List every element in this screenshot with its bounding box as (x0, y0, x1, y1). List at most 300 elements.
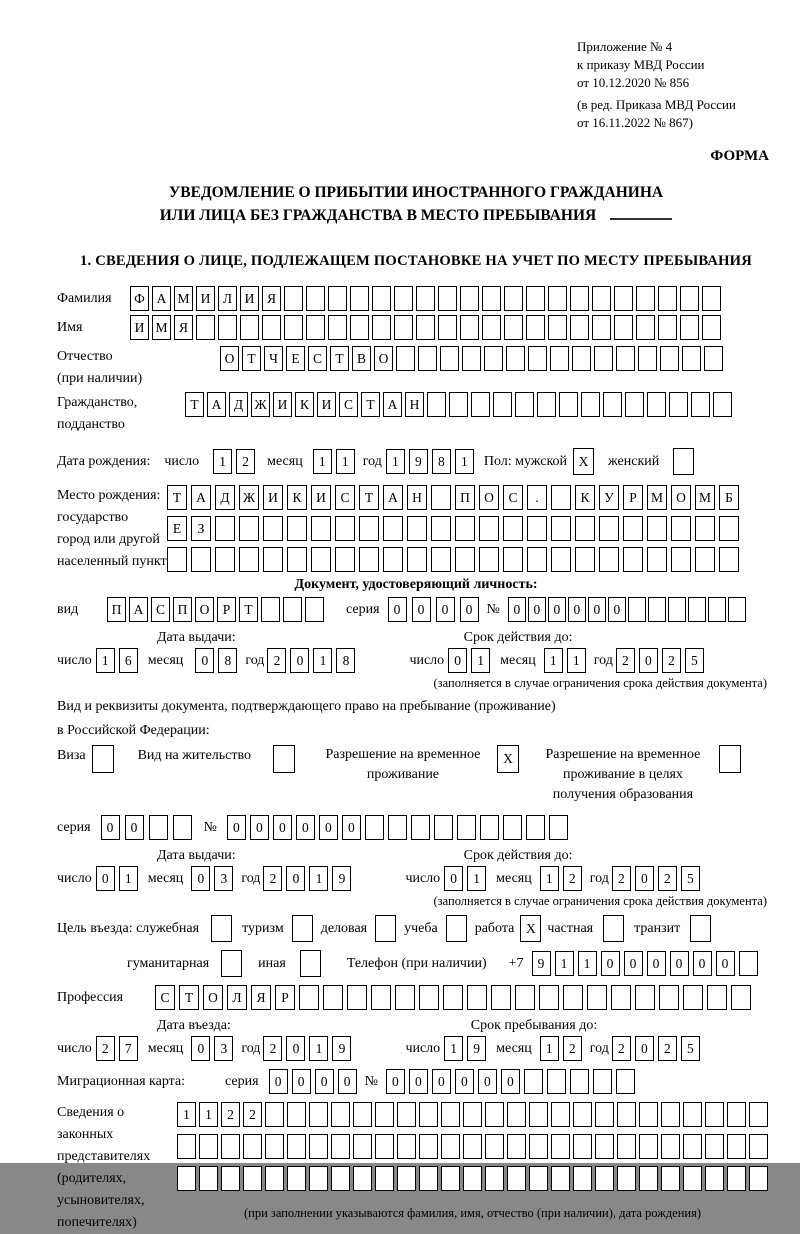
char-box[interactable]: П (107, 597, 126, 622)
char-box[interactable]: 1 (555, 951, 574, 976)
char-box[interactable] (418, 346, 437, 371)
char-box[interactable]: 0 (388, 597, 407, 622)
char-box[interactable]: 0 (448, 648, 467, 673)
char-box[interactable] (299, 985, 319, 1010)
char-box[interactable]: А (207, 392, 226, 417)
char-box[interactable] (707, 985, 727, 1010)
char-box[interactable]: И (317, 392, 336, 417)
char-box[interactable] (167, 547, 187, 572)
char-box[interactable]: 0 (455, 1069, 474, 1094)
char-box[interactable] (749, 1102, 768, 1127)
char-box[interactable] (434, 815, 453, 840)
char-box[interactable] (353, 1102, 372, 1127)
char-box[interactable] (660, 346, 679, 371)
char-box[interactable] (311, 547, 331, 572)
char-box[interactable]: X (497, 745, 519, 773)
birth-month-field[interactable] (313, 449, 355, 474)
char-box[interactable] (263, 516, 283, 541)
id-number-field[interactable] (508, 597, 746, 622)
char-box[interactable] (441, 1166, 460, 1191)
char-box[interactable] (549, 815, 568, 840)
char-box[interactable] (551, 1134, 570, 1159)
char-box[interactable] (683, 985, 703, 1010)
char-box[interactable] (595, 1134, 614, 1159)
char-box[interactable]: Я (174, 315, 193, 340)
char-box[interactable]: X (573, 448, 594, 475)
id-type-field[interactable] (107, 597, 324, 622)
char-box[interactable] (365, 815, 384, 840)
char-box[interactable] (603, 915, 624, 942)
char-box[interactable] (331, 1166, 350, 1191)
char-box[interactable] (731, 985, 751, 1010)
char-box[interactable] (575, 547, 595, 572)
char-box[interactable] (221, 950, 242, 977)
char-box[interactable] (335, 516, 355, 541)
char-box[interactable] (457, 815, 476, 840)
char-box[interactable] (463, 1102, 482, 1127)
char-box[interactable]: 2 (563, 866, 582, 891)
char-box[interactable]: 1 (177, 1102, 196, 1127)
char-box[interactable]: 2 (612, 1036, 631, 1061)
char-box[interactable]: Ж (251, 392, 270, 417)
char-box[interactable] (547, 1069, 566, 1094)
char-box[interactable] (359, 516, 379, 541)
char-box[interactable] (215, 516, 235, 541)
char-box[interactable]: С (339, 392, 358, 417)
char-box[interactable] (592, 286, 611, 311)
char-box[interactable]: . (527, 485, 547, 510)
char-box[interactable]: Т (242, 346, 261, 371)
char-box[interactable]: 1 (119, 866, 138, 891)
char-box[interactable] (431, 485, 451, 510)
char-box[interactable] (529, 1102, 548, 1127)
char-box[interactable] (455, 516, 475, 541)
char-box[interactable] (639, 1102, 658, 1127)
char-box[interactable] (446, 915, 467, 942)
char-box[interactable]: 5 (685, 648, 704, 673)
char-box[interactable]: Т (361, 392, 380, 417)
char-box[interactable] (704, 346, 723, 371)
char-box[interactable]: О (203, 985, 223, 1010)
purpose-official-checkbox[interactable] (211, 915, 232, 942)
char-box[interactable] (636, 286, 655, 311)
char-box[interactable] (611, 985, 631, 1010)
purpose-transit-checkbox[interactable] (690, 915, 711, 942)
char-box[interactable] (550, 346, 569, 371)
char-box[interactable]: 0 (460, 597, 479, 622)
char-box[interactable] (668, 597, 686, 622)
char-box[interactable]: Н (407, 485, 427, 510)
char-box[interactable]: О (479, 485, 499, 510)
purpose-study-checkbox[interactable] (446, 915, 467, 942)
char-box[interactable] (305, 597, 324, 622)
char-box[interactable]: 0 (412, 597, 431, 622)
char-box[interactable] (595, 1102, 614, 1127)
char-box[interactable]: Ч (264, 346, 283, 371)
char-box[interactable] (350, 286, 369, 311)
char-box[interactable] (243, 1134, 262, 1159)
char-box[interactable] (708, 597, 726, 622)
char-box[interactable]: Ж (239, 485, 259, 510)
char-box[interactable] (719, 547, 739, 572)
char-box[interactable]: 1 (386, 449, 405, 474)
char-box[interactable] (263, 547, 283, 572)
char-box[interactable] (383, 516, 403, 541)
char-box[interactable]: М (152, 315, 171, 340)
char-box[interactable] (419, 1102, 438, 1127)
char-box[interactable] (493, 392, 512, 417)
char-box[interactable]: Т (330, 346, 349, 371)
char-box[interactable] (347, 985, 367, 1010)
char-box[interactable]: 8 (218, 648, 237, 673)
char-box[interactable] (199, 1134, 218, 1159)
char-box[interactable]: Н (405, 392, 424, 417)
id-issue-year-field[interactable] (267, 648, 355, 673)
char-box[interactable]: 0 (409, 1069, 428, 1094)
char-box[interactable]: 0 (191, 866, 210, 891)
entry-year-field[interactable] (263, 1036, 351, 1061)
char-box[interactable] (394, 315, 413, 340)
char-box[interactable]: Ф (130, 286, 149, 311)
char-box[interactable]: А (152, 286, 171, 311)
char-box[interactable] (671, 547, 691, 572)
char-box[interactable]: Л (218, 286, 237, 311)
char-box[interactable]: 0 (290, 648, 309, 673)
char-box[interactable]: С (155, 985, 175, 1010)
char-box[interactable] (173, 815, 192, 840)
char-box[interactable] (683, 1134, 702, 1159)
char-box[interactable]: 0 (191, 1036, 210, 1061)
char-box[interactable] (570, 286, 589, 311)
char-box[interactable]: 3 (214, 1036, 233, 1061)
char-box[interactable]: С (308, 346, 327, 371)
char-box[interactable]: 1 (540, 1036, 559, 1061)
char-box[interactable] (479, 547, 499, 572)
char-box[interactable] (683, 1166, 702, 1191)
char-box[interactable] (395, 985, 415, 1010)
char-box[interactable] (419, 1166, 438, 1191)
char-box[interactable]: К (287, 485, 307, 510)
char-box[interactable]: В (352, 346, 371, 371)
char-box[interactable]: 2 (243, 1102, 262, 1127)
char-box[interactable]: 2 (236, 449, 255, 474)
rvp-valid-month-field[interactable] (540, 866, 582, 891)
char-box[interactable] (639, 1166, 658, 1191)
char-box[interactable]: И (240, 286, 259, 311)
char-box[interactable] (240, 315, 259, 340)
char-box[interactable]: И (273, 392, 292, 417)
char-box[interactable] (411, 815, 430, 840)
char-box[interactable]: 1 (471, 648, 490, 673)
char-box[interactable] (438, 315, 457, 340)
char-box[interactable] (283, 597, 302, 622)
char-box[interactable] (673, 448, 694, 475)
char-box[interactable] (682, 346, 701, 371)
rvp-education-checkbox[interactable] (719, 745, 741, 773)
char-box[interactable]: 9 (532, 951, 551, 976)
char-box[interactable] (467, 985, 487, 1010)
char-box[interactable]: 0 (250, 815, 269, 840)
char-box[interactable] (471, 392, 490, 417)
char-box[interactable] (573, 1134, 592, 1159)
char-box[interactable] (599, 516, 619, 541)
char-box[interactable] (485, 1166, 504, 1191)
char-box[interactable]: 1 (309, 1036, 328, 1061)
residence-permit-checkbox[interactable] (273, 745, 295, 773)
char-box[interactable] (265, 1134, 284, 1159)
char-box[interactable] (507, 1166, 526, 1191)
char-box[interactable]: 3 (214, 866, 233, 891)
char-box[interactable] (575, 516, 595, 541)
char-box[interactable]: 0 (647, 951, 666, 976)
char-box[interactable]: 8 (432, 449, 451, 474)
char-box[interactable]: 0 (342, 815, 361, 840)
char-box[interactable] (431, 516, 451, 541)
char-box[interactable] (331, 1134, 350, 1159)
char-box[interactable] (292, 915, 313, 942)
char-box[interactable] (581, 392, 600, 417)
char-box[interactable] (661, 1134, 680, 1159)
char-box[interactable]: К (295, 392, 314, 417)
char-box[interactable] (572, 346, 591, 371)
char-box[interactable] (375, 1134, 394, 1159)
char-box[interactable] (661, 1166, 680, 1191)
birth-year-field[interactable] (386, 449, 474, 474)
char-box[interactable]: 1 (578, 951, 597, 976)
char-box[interactable] (659, 985, 679, 1010)
char-box[interactable]: 0 (635, 866, 654, 891)
char-box[interactable] (595, 1166, 614, 1191)
char-box[interactable] (658, 315, 677, 340)
char-box[interactable]: 0 (635, 1036, 654, 1061)
char-box[interactable] (527, 516, 547, 541)
char-box[interactable] (503, 547, 523, 572)
char-box[interactable]: Я (262, 286, 281, 311)
char-box[interactable] (680, 315, 699, 340)
char-box[interactable] (394, 286, 413, 311)
char-box[interactable]: 2 (658, 1036, 677, 1061)
char-box[interactable]: 0 (96, 866, 115, 891)
char-box[interactable]: О (220, 346, 239, 371)
rvp-number-field[interactable] (227, 815, 568, 840)
char-box[interactable]: П (173, 597, 192, 622)
char-box[interactable] (559, 392, 578, 417)
char-box[interactable] (647, 516, 667, 541)
char-box[interactable] (529, 1134, 548, 1159)
char-box[interactable] (480, 815, 499, 840)
char-box[interactable]: 1 (313, 449, 332, 474)
char-box[interactable] (323, 985, 343, 1010)
purpose-private-checkbox[interactable] (603, 915, 624, 942)
char-box[interactable]: Е (167, 516, 187, 541)
id-valid-month-field[interactable] (544, 648, 586, 673)
purpose-business-checkbox[interactable] (375, 915, 396, 942)
char-box[interactable]: 5 (681, 1036, 700, 1061)
char-box[interactable]: 0 (588, 597, 606, 622)
char-box[interactable]: 0 (286, 866, 305, 891)
char-box[interactable] (526, 286, 545, 311)
char-box[interactable]: 0 (125, 815, 144, 840)
char-box[interactable] (438, 286, 457, 311)
char-box[interactable] (680, 286, 699, 311)
char-box[interactable] (177, 1166, 196, 1191)
char-box[interactable]: 1 (96, 648, 115, 673)
char-box[interactable]: 1 (199, 1102, 218, 1127)
char-box[interactable] (616, 346, 635, 371)
char-box[interactable] (551, 1102, 570, 1127)
char-box[interactable]: И (263, 485, 283, 510)
char-box[interactable]: 9 (332, 866, 351, 891)
char-box[interactable] (462, 346, 481, 371)
char-box[interactable] (503, 516, 523, 541)
char-box[interactable]: О (671, 485, 691, 510)
char-box[interactable] (191, 547, 211, 572)
char-box[interactable] (284, 286, 303, 311)
char-box[interactable] (635, 985, 655, 1010)
char-box[interactable]: Р (275, 985, 295, 1010)
char-box[interactable]: 0 (639, 648, 658, 673)
char-box[interactable] (705, 1102, 724, 1127)
char-box[interactable]: 1 (567, 648, 586, 673)
char-box[interactable] (218, 315, 237, 340)
char-box[interactable] (261, 597, 280, 622)
char-box[interactable] (407, 516, 427, 541)
mig-number-field[interactable] (386, 1069, 635, 1094)
char-box[interactable]: 0 (101, 815, 120, 840)
char-box[interactable] (705, 1166, 724, 1191)
sex-female-checkbox[interactable] (673, 448, 694, 475)
id-issue-day-field[interactable] (96, 648, 138, 673)
char-box[interactable]: 0 (269, 1069, 288, 1094)
char-box[interactable]: Т (167, 485, 187, 510)
char-box[interactable]: О (195, 597, 214, 622)
id-valid-day-field[interactable] (448, 648, 490, 673)
char-box[interactable] (350, 315, 369, 340)
char-box[interactable]: 2 (263, 1036, 282, 1061)
char-box[interactable]: 0 (296, 815, 315, 840)
char-box[interactable] (599, 547, 619, 572)
char-box[interactable] (504, 286, 523, 311)
char-box[interactable]: С (151, 597, 170, 622)
char-box[interactable]: 0 (716, 951, 735, 976)
char-box[interactable] (383, 547, 403, 572)
char-box[interactable]: 1 (444, 1036, 463, 1061)
char-box[interactable] (727, 1166, 746, 1191)
char-box[interactable] (749, 1134, 768, 1159)
char-box[interactable] (719, 745, 741, 773)
char-box[interactable]: 2 (658, 866, 677, 891)
birthplace-field-line3[interactable] (167, 547, 739, 572)
char-box[interactable] (328, 315, 347, 340)
representatives-field-line1[interactable] (177, 1102, 768, 1127)
char-box[interactable] (309, 1102, 328, 1127)
char-box[interactable]: 0 (508, 597, 526, 622)
representatives-field-line3[interactable] (177, 1166, 768, 1191)
entry-month-field[interactable] (191, 1036, 233, 1061)
char-box[interactable] (648, 597, 666, 622)
char-box[interactable] (617, 1166, 636, 1191)
char-box[interactable] (719, 516, 739, 541)
char-box[interactable]: 1 (544, 648, 563, 673)
char-box[interactable]: Т (359, 485, 379, 510)
char-box[interactable]: 2 (616, 648, 635, 673)
sex-male-checkbox[interactable] (573, 448, 594, 475)
char-box[interactable]: Т (185, 392, 204, 417)
char-box[interactable]: 0 (670, 951, 689, 976)
profession-field[interactable] (155, 985, 751, 1010)
char-box[interactable] (427, 392, 446, 417)
char-box[interactable] (705, 1134, 724, 1159)
char-box[interactable] (592, 315, 611, 340)
birthplace-field-line1[interactable] (167, 485, 739, 510)
purpose-other-checkbox[interactable] (300, 950, 321, 977)
char-box[interactable] (331, 1102, 350, 1127)
rvp-checkbox[interactable] (497, 745, 519, 773)
char-box[interactable] (551, 485, 571, 510)
char-box[interactable]: 9 (409, 449, 428, 474)
char-box[interactable] (460, 315, 479, 340)
char-box[interactable] (463, 1166, 482, 1191)
char-box[interactable]: О (374, 346, 393, 371)
char-box[interactable] (727, 1134, 746, 1159)
char-box[interactable] (300, 950, 321, 977)
char-box[interactable]: 0 (338, 1069, 357, 1094)
char-box[interactable] (372, 315, 391, 340)
char-box[interactable]: 2 (563, 1036, 582, 1061)
char-box[interactable] (515, 985, 535, 1010)
char-box[interactable] (636, 315, 655, 340)
char-box[interactable] (628, 597, 646, 622)
char-box[interactable]: 1 (467, 866, 486, 891)
char-box[interactable]: 1 (336, 449, 355, 474)
char-box[interactable]: 0 (501, 1069, 520, 1094)
char-box[interactable] (683, 1102, 702, 1127)
char-box[interactable] (507, 1134, 526, 1159)
char-box[interactable]: 5 (681, 866, 700, 891)
purpose-tourism-checkbox[interactable] (292, 915, 313, 942)
char-box[interactable] (440, 346, 459, 371)
char-box[interactable] (658, 286, 677, 311)
entry-day-field[interactable] (96, 1036, 138, 1061)
char-box[interactable]: 2 (263, 866, 282, 891)
char-box[interactable]: П (455, 485, 475, 510)
char-box[interactable]: 9 (467, 1036, 486, 1061)
char-box[interactable]: 1 (455, 449, 474, 474)
char-box[interactable]: 0 (315, 1069, 334, 1094)
char-box[interactable]: К (575, 485, 595, 510)
char-box[interactable]: 2 (612, 866, 631, 891)
char-box[interactable] (199, 1166, 218, 1191)
char-box[interactable] (309, 1166, 328, 1191)
char-box[interactable] (548, 315, 567, 340)
char-box[interactable]: 0 (227, 815, 246, 840)
char-box[interactable] (524, 1069, 543, 1094)
char-box[interactable] (287, 1134, 306, 1159)
char-box[interactable] (441, 1134, 460, 1159)
char-box[interactable] (284, 315, 303, 340)
char-box[interactable] (482, 286, 501, 311)
char-box[interactable] (397, 1166, 416, 1191)
char-box[interactable] (335, 547, 355, 572)
char-box[interactable]: 0 (386, 1069, 405, 1094)
char-box[interactable]: Е (286, 346, 305, 371)
char-box[interactable] (506, 346, 525, 371)
char-box[interactable] (548, 286, 567, 311)
char-box[interactable]: 0 (444, 866, 463, 891)
char-box[interactable] (695, 516, 715, 541)
representatives-field-line2[interactable] (177, 1134, 768, 1159)
char-box[interactable]: 0 (548, 597, 566, 622)
